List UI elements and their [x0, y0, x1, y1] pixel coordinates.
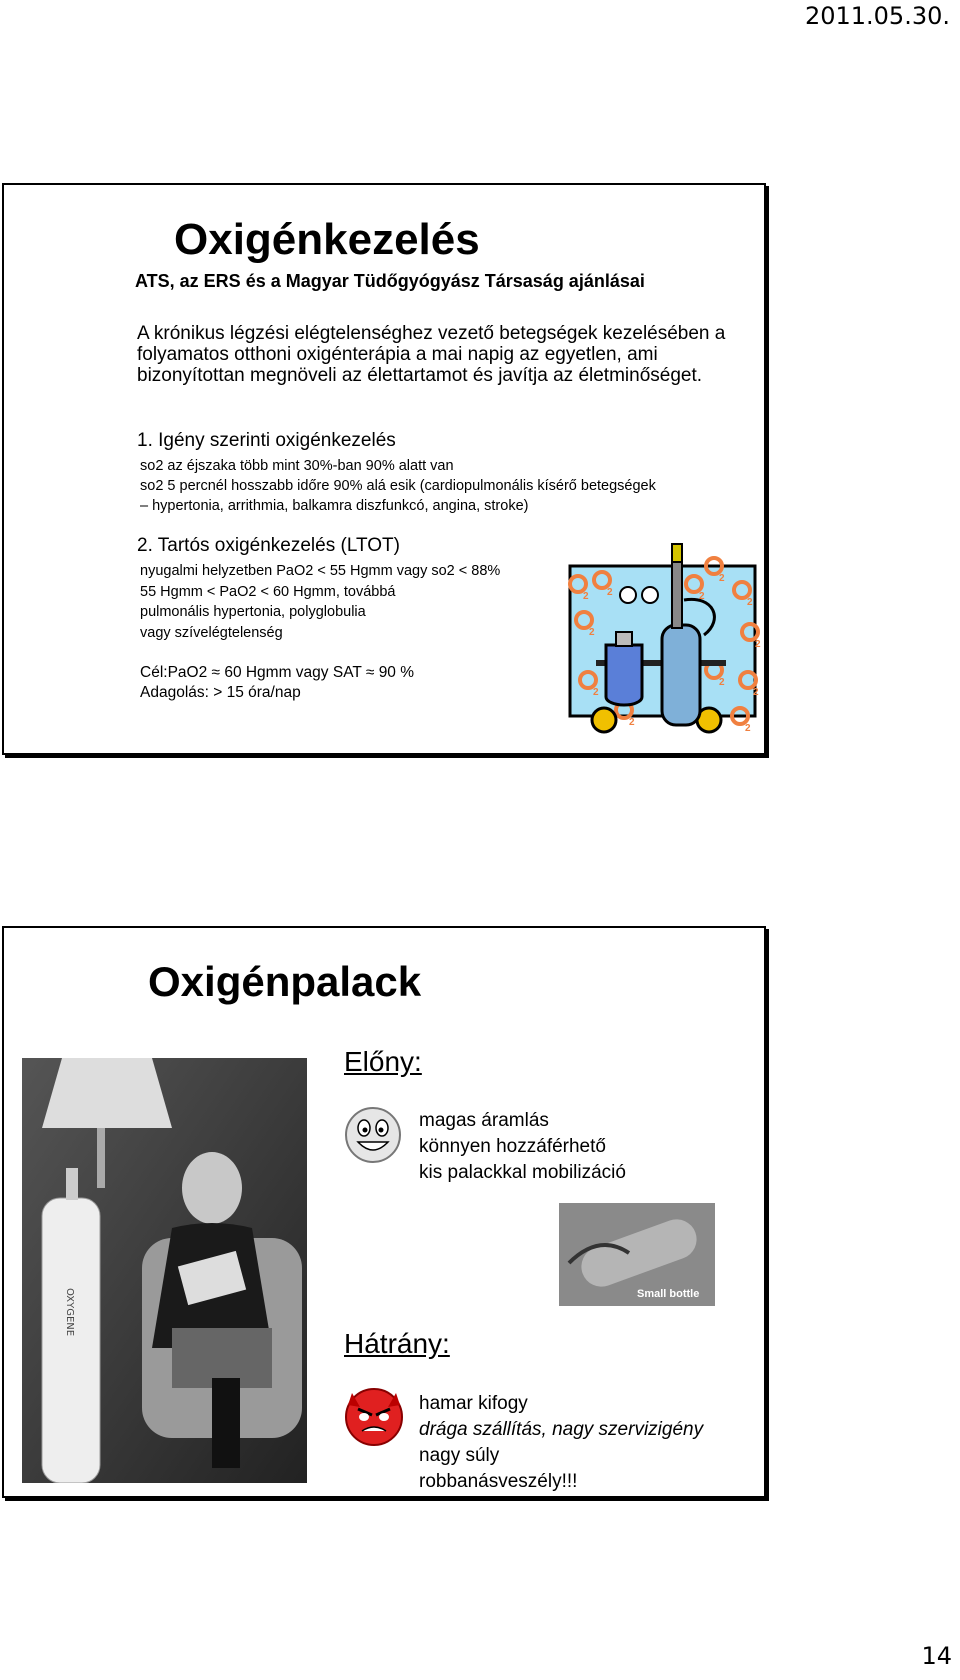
disadvantage-item: nagy súly — [419, 1445, 500, 1466]
dosage-text: Adagolás: > 15 óra/nap — [140, 684, 301, 701]
woman-with-oxygen-cylinder-photo — [22, 1058, 307, 1483]
o2-subscript: 2 — [719, 677, 725, 688]
disadvantages-heading: Hátrány: — [344, 1328, 450, 1359]
page-number: 14 — [921, 1642, 952, 1670]
o2-subscript: 2 — [745, 723, 751, 734]
oxygen-tank-cart-icon — [564, 540, 764, 740]
section1-line: so2 az éjszaka több mint 30%-ban 90% alatt van — [140, 458, 454, 474]
section2-criteria — [140, 561, 500, 643]
slide-subtitle: ATS, az ERS és a Magyar Tüdőgyógyász Társaság ajánlásai — [135, 271, 645, 291]
o2-subscript: 2 — [719, 573, 725, 584]
section1-heading: 1. Igény szerinti oxigénkezelés — [137, 430, 396, 451]
intro-paragraph: A krónikus légzési elégtelenséghez vezető betegségek kezelésében a folyamatos otthoni oxigénterápia a mai napig az egyetlen, ami bizonyítottan megnöveli az élettartamot és javítja az életminőséget. — [137, 323, 726, 386]
small-bottle-photo — [559, 1203, 715, 1306]
section2-line: nyugalmi helyzetben PaO2 < 55 Hgmm vagy so2 < 88% — [140, 563, 501, 579]
slide-oxygen-cylinder — [2, 926, 766, 1498]
section2-heading: 2. Tartós oxigénkezelés (LTOT) — [137, 535, 400, 556]
goal-text: Cél:PaO2 ≈ 60 Hgmm vagy SAT ≈ 90 % — [140, 664, 415, 681]
section2-line: pulmonális hypertonia, polyglobulia — [140, 604, 366, 620]
slide-title: Oxigénpalack — [148, 958, 422, 1005]
o2-subscript: 2 — [753, 687, 759, 698]
advantage-item: magas áramlás — [419, 1110, 549, 1131]
advantages-heading: Előny: — [344, 1046, 422, 1077]
disadvantage-item: hamar kifogy — [419, 1393, 528, 1414]
slide-title: Oxigénkezelés — [174, 215, 480, 264]
cylinder-label: OXYGENE — [64, 1288, 75, 1337]
o2-subscript: 2 — [607, 587, 613, 598]
angry-devil-face-icon — [342, 1383, 406, 1447]
section2-line: 55 Hgmm < PaO2 < 60 Hgmm, továbbá — [140, 583, 396, 600]
disadvantage-item: drága szállítás, nagy szervizigény — [419, 1419, 704, 1440]
print-date: 2011.05.30. — [804, 2, 950, 30]
o2-subscript: 2 — [699, 591, 705, 602]
smiley-face-icon — [344, 1106, 402, 1164]
section1-line: so2 5 percnél hosszabb időre 90% alá esik (cardiopulmonális kísérő betegségek — [140, 478, 656, 494]
section2-line: vagy szívelégtelenség — [140, 624, 283, 641]
o2-subscript: 2 — [629, 717, 635, 728]
section1-line: – hypertonia, arrithmia, balkamra diszfunkcó, angina, stroke) — [140, 498, 529, 514]
o2-subscript: 2 — [747, 597, 753, 608]
advantage-item: könnyen hozzáférhető — [419, 1136, 606, 1157]
o2-subscript: 2 — [593, 687, 599, 698]
slide-oxygen-therapy — [2, 183, 766, 755]
disadvantage-item: robbanásveszély!!! — [419, 1471, 578, 1492]
o2-subscript: 2 — [589, 627, 595, 638]
goal-block — [140, 663, 414, 703]
advantage-item: kis palackkal mobilizáció — [419, 1162, 626, 1183]
disadvantages-list — [419, 1391, 703, 1495]
o2-subscript: 2 — [583, 591, 589, 602]
o2-subscript: 2 — [755, 639, 761, 650]
advantages-list — [419, 1108, 626, 1186]
bottle-caption: Small bottle — [637, 1288, 700, 1300]
